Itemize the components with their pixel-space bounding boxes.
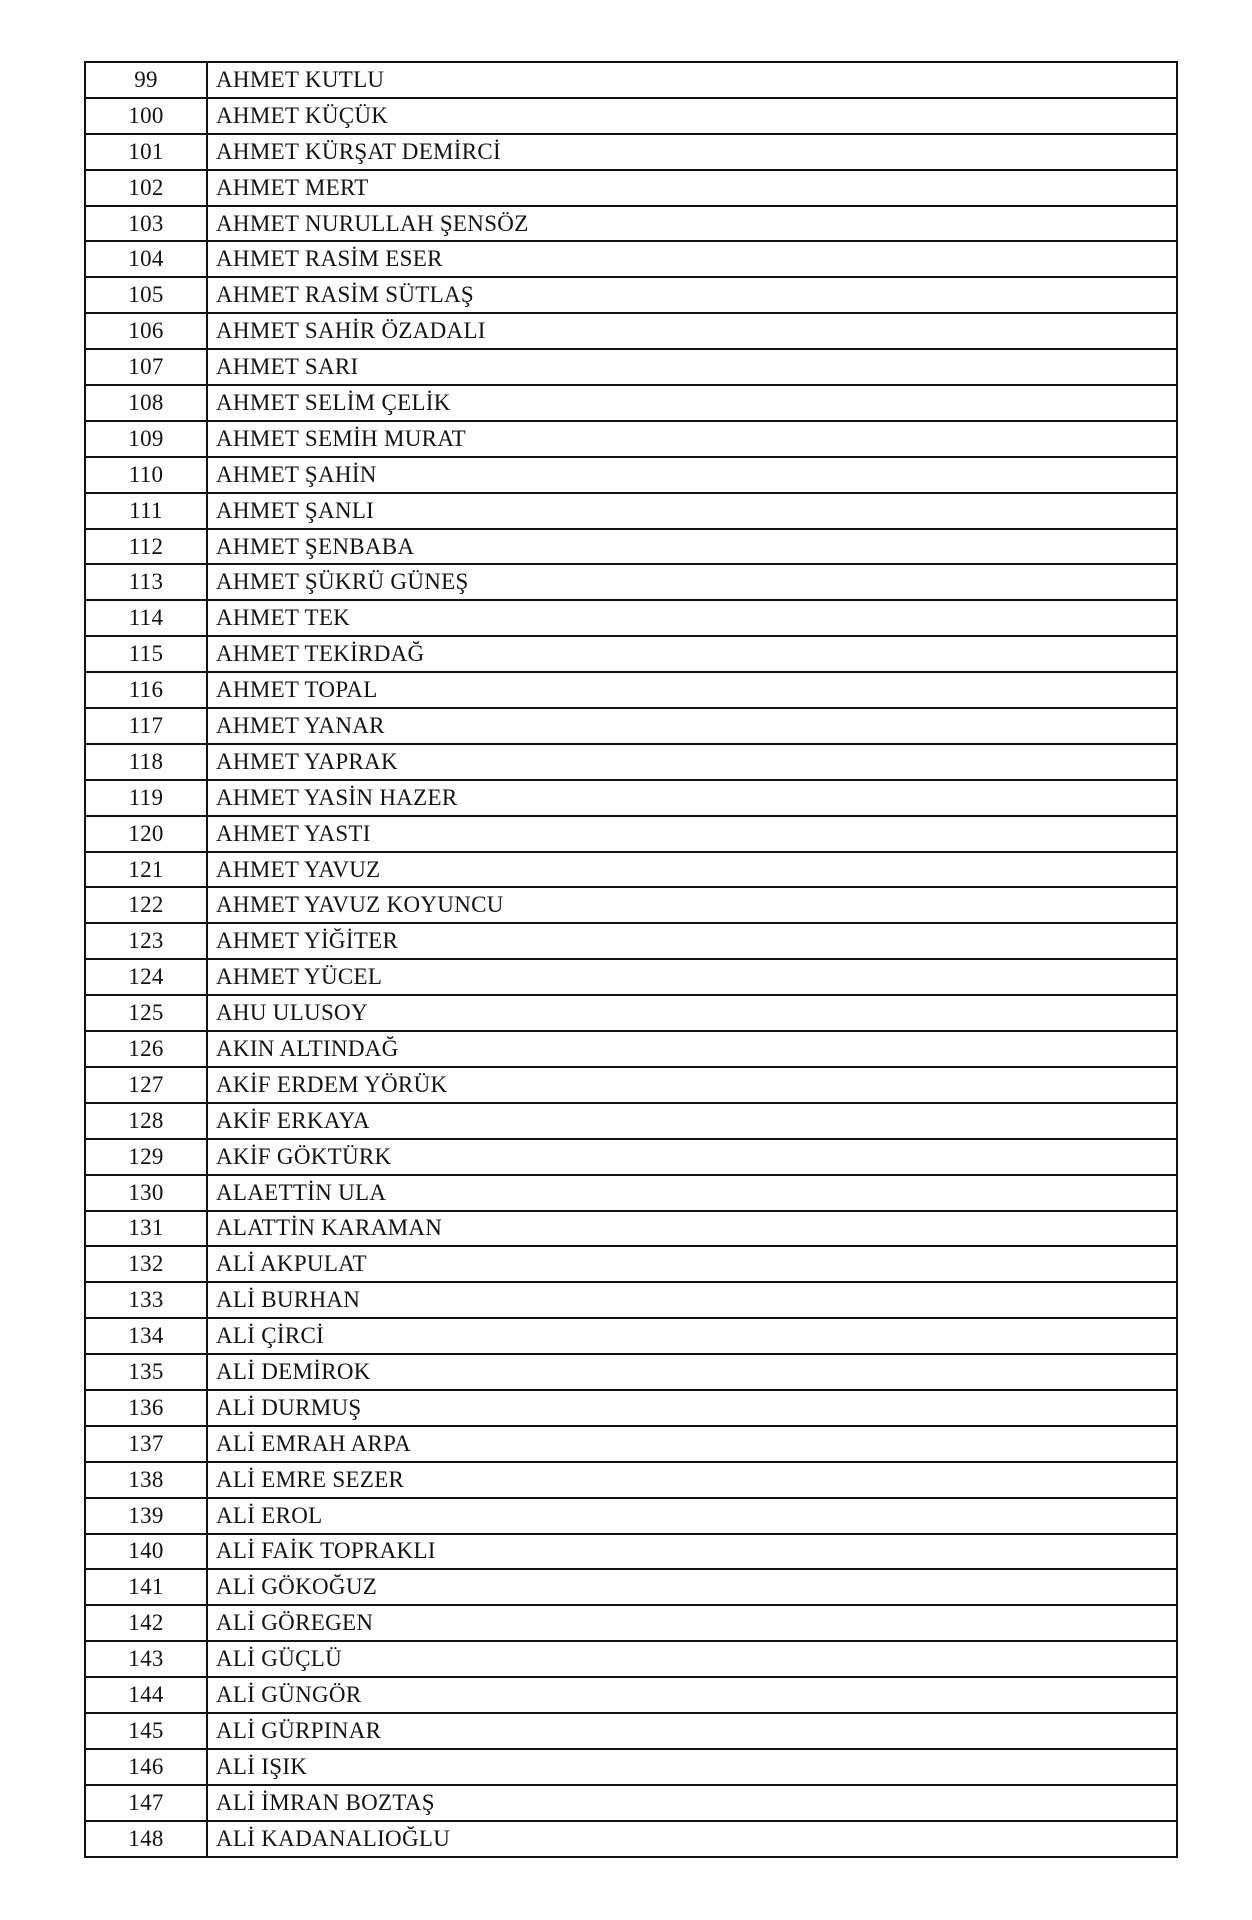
name-cell: AKİF ERDEM YÖRÜK	[207, 1067, 1177, 1103]
row-number-cell: 142	[85, 1605, 207, 1641]
name-cell: AHMET RASİM ESER	[207, 241, 1177, 277]
row-number-cell: 147	[85, 1785, 207, 1821]
name-cell: AKIN ALTINDAĞ	[207, 1031, 1177, 1067]
name-cell: ALİ DURMUŞ	[207, 1390, 1177, 1426]
row-number-cell: 124	[85, 959, 207, 995]
table-row	[85, 564, 1177, 600]
name-cell: ALİ GÜNGÖR	[207, 1677, 1177, 1713]
name-cell: AHU ULUSOY	[207, 995, 1177, 1031]
row-number-cell: 146	[85, 1749, 207, 1785]
table-row	[85, 493, 1177, 529]
table-row	[85, 385, 1177, 421]
row-number-cell: 104	[85, 241, 207, 277]
row-number-cell: 115	[85, 636, 207, 672]
row-number-cell: 111	[85, 493, 207, 529]
row-number-cell: 137	[85, 1426, 207, 1462]
name-cell: AHMET MERT	[207, 170, 1177, 206]
row-number-cell: 109	[85, 421, 207, 457]
name-cell: ALATTİN KARAMAN	[207, 1211, 1177, 1247]
row-number-cell: 128	[85, 1103, 207, 1139]
row-number-cell: 120	[85, 816, 207, 852]
table-row	[85, 1677, 1177, 1713]
name-cell: AHMET YÜCEL	[207, 959, 1177, 995]
row-number-cell: 118	[85, 744, 207, 780]
name-cell: AHMET SEMİH MURAT	[207, 421, 1177, 457]
row-number-cell: 117	[85, 708, 207, 744]
name-list-table	[84, 61, 1178, 1858]
name-cell: AHMET YİĞİTER	[207, 923, 1177, 959]
table-row	[85, 780, 1177, 816]
name-cell: ALİ IŞIK	[207, 1749, 1177, 1785]
table-row	[85, 241, 1177, 277]
row-number-cell: 134	[85, 1318, 207, 1354]
row-number-cell: 132	[85, 1246, 207, 1282]
name-cell: AHMET KÜÇÜK	[207, 98, 1177, 134]
row-number-cell: 103	[85, 206, 207, 242]
table-row	[85, 1713, 1177, 1749]
name-cell: AHMET YAVUZ	[207, 852, 1177, 888]
name-cell: AHMET YAPRAK	[207, 744, 1177, 780]
row-number-cell: 101	[85, 134, 207, 170]
row-number-cell: 113	[85, 564, 207, 600]
name-cell: AHMET KÜRŞAT DEMİRCİ	[207, 134, 1177, 170]
name-cell: ALAETTİN ULA	[207, 1175, 1177, 1211]
table-row	[85, 1605, 1177, 1641]
table-row	[85, 1534, 1177, 1570]
table-row	[85, 62, 1177, 98]
table-row	[85, 1749, 1177, 1785]
name-cell: AHMET RASİM SÜTLAŞ	[207, 277, 1177, 313]
table-row	[85, 1139, 1177, 1175]
name-cell: AHMET TEKİRDAĞ	[207, 636, 1177, 672]
table-row	[85, 816, 1177, 852]
name-cell: ALİ GÜRPINAR	[207, 1713, 1177, 1749]
table-row	[85, 1462, 1177, 1498]
row-number-cell: 114	[85, 600, 207, 636]
row-number-cell: 148	[85, 1821, 207, 1857]
name-cell: ALİ AKPULAT	[207, 1246, 1177, 1282]
row-number-cell: 108	[85, 385, 207, 421]
row-number-cell: 110	[85, 457, 207, 493]
name-cell: AKİF ERKAYA	[207, 1103, 1177, 1139]
name-cell: ALİ İMRAN BOZTAŞ	[207, 1785, 1177, 1821]
name-cell: AHMET ŞANLI	[207, 493, 1177, 529]
name-cell: ALİ EMRAH ARPA	[207, 1426, 1177, 1462]
table-row	[85, 1318, 1177, 1354]
row-number-cell: 131	[85, 1211, 207, 1247]
name-cell: ALİ GÖKOĞUZ	[207, 1569, 1177, 1605]
name-cell: ALİ ÇİRCİ	[207, 1318, 1177, 1354]
name-cell: AHMET KUTLU	[207, 62, 1177, 98]
table-row	[85, 1211, 1177, 1247]
table-row	[85, 1175, 1177, 1211]
row-number-cell: 112	[85, 529, 207, 565]
row-number-cell: 138	[85, 1462, 207, 1498]
table-row	[85, 672, 1177, 708]
name-cell: AHMET ŞÜKRÜ GÜNEŞ	[207, 564, 1177, 600]
table-row	[85, 170, 1177, 206]
row-number-cell: 133	[85, 1282, 207, 1318]
row-number-cell: 100	[85, 98, 207, 134]
name-cell: AHMET SELİM ÇELİK	[207, 385, 1177, 421]
table-row	[85, 1641, 1177, 1677]
table-row	[85, 529, 1177, 565]
name-cell: ALİ GÖREGEN	[207, 1605, 1177, 1641]
table-row	[85, 1821, 1177, 1857]
row-number-cell: 141	[85, 1569, 207, 1605]
row-number-cell: 102	[85, 170, 207, 206]
table-row	[85, 134, 1177, 170]
row-number-cell: 125	[85, 995, 207, 1031]
table-row	[85, 206, 1177, 242]
table-row	[85, 744, 1177, 780]
table-row	[85, 1067, 1177, 1103]
name-cell: AHMET ŞENBABA	[207, 529, 1177, 565]
row-number-cell: 130	[85, 1175, 207, 1211]
name-cell: AHMET SARI	[207, 349, 1177, 385]
name-cell: AHMET TOPAL	[207, 672, 1177, 708]
name-cell: AHMET TEK	[207, 600, 1177, 636]
name-cell: ALİ FAİK TOPRAKLI	[207, 1534, 1177, 1570]
table-row	[85, 1354, 1177, 1390]
name-cell: AHMET YASİN HAZER	[207, 780, 1177, 816]
name-cell: AHMET ŞAHİN	[207, 457, 1177, 493]
row-number-cell: 99	[85, 62, 207, 98]
table-row	[85, 887, 1177, 923]
row-number-cell: 129	[85, 1139, 207, 1175]
row-number-cell: 126	[85, 1031, 207, 1067]
table-row	[85, 995, 1177, 1031]
row-number-cell: 139	[85, 1498, 207, 1534]
row-number-cell: 143	[85, 1641, 207, 1677]
row-number-cell: 127	[85, 1067, 207, 1103]
row-number-cell: 106	[85, 313, 207, 349]
row-number-cell: 145	[85, 1713, 207, 1749]
table-row	[85, 852, 1177, 888]
name-cell: ALİ GÜÇLÜ	[207, 1641, 1177, 1677]
table-row	[85, 1498, 1177, 1534]
name-cell: AHMET YASTI	[207, 816, 1177, 852]
name-cell: AKİF GÖKTÜRK	[207, 1139, 1177, 1175]
table-row	[85, 1569, 1177, 1605]
table-row	[85, 1031, 1177, 1067]
row-number-cell: 107	[85, 349, 207, 385]
name-cell: AHMET NURULLAH ŞENSÖZ	[207, 206, 1177, 242]
row-number-cell: 121	[85, 852, 207, 888]
table-row	[85, 313, 1177, 349]
name-cell: AHMET YANAR	[207, 708, 1177, 744]
table-row	[85, 636, 1177, 672]
name-cell: ALİ DEMİROK	[207, 1354, 1177, 1390]
name-cell: AHMET YAVUZ KOYUNCU	[207, 887, 1177, 923]
table-row	[85, 457, 1177, 493]
table-row	[85, 708, 1177, 744]
row-number-cell: 135	[85, 1354, 207, 1390]
table-row	[85, 600, 1177, 636]
table-row	[85, 98, 1177, 134]
name-cell: ALİ EROL	[207, 1498, 1177, 1534]
row-number-cell: 123	[85, 923, 207, 959]
name-cell: AHMET SAHİR ÖZADALI	[207, 313, 1177, 349]
table-row	[85, 959, 1177, 995]
table-row	[85, 421, 1177, 457]
row-number-cell: 116	[85, 672, 207, 708]
name-list-table-body	[85, 62, 1177, 1857]
table-row	[85, 1282, 1177, 1318]
name-cell: ALİ KADANALIOĞLU	[207, 1821, 1177, 1857]
table-row	[85, 1785, 1177, 1821]
row-number-cell: 105	[85, 277, 207, 313]
name-cell: ALİ BURHAN	[207, 1282, 1177, 1318]
row-number-cell: 144	[85, 1677, 207, 1713]
row-number-cell: 119	[85, 780, 207, 816]
row-number-cell: 122	[85, 887, 207, 923]
row-number-cell: 136	[85, 1390, 207, 1426]
table-row	[85, 349, 1177, 385]
table-row	[85, 1103, 1177, 1139]
table-row	[85, 1426, 1177, 1462]
table-row	[85, 1246, 1177, 1282]
table-row	[85, 1390, 1177, 1426]
table-row	[85, 923, 1177, 959]
row-number-cell: 140	[85, 1534, 207, 1570]
table-row	[85, 277, 1177, 313]
name-cell: ALİ EMRE SEZER	[207, 1462, 1177, 1498]
